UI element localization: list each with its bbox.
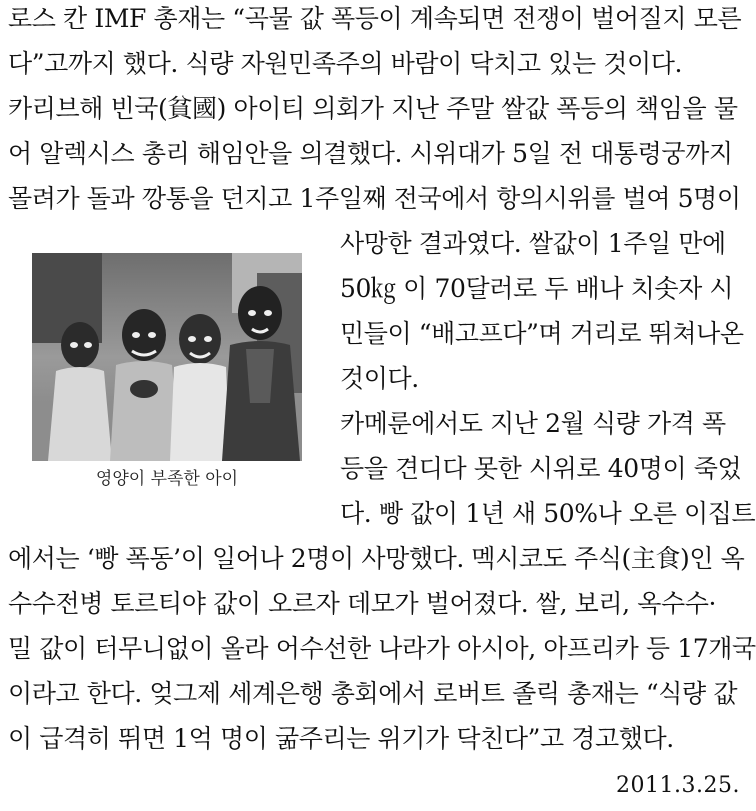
text-line: 사망한 결과였다. 쌀값이 1주일 만에 — [340, 229, 726, 258]
text-line: 카리브해 빈국(貧國) 아이티 의회가 지난 주말 쌀값 폭등의 책임을 물 — [8, 94, 738, 123]
text-line: 것이다. — [340, 364, 419, 393]
text-line: 로스 칸 IMF 총재는 “곡물 값 폭등이 계속되면 전쟁이 벌어질지 모른 — [8, 4, 742, 33]
text-line: 50㎏ 이 70달러로 두 배나 치솟자 시 — [340, 274, 734, 303]
text-line: 민들이 “배고프다”며 거리로 뛰쳐나온 — [340, 319, 744, 348]
text-line: 에서는 ‘빵 폭동’이 일어나 2명이 사망했다. 멕시코도 주식(主食)인 옥 — [8, 544, 745, 573]
children-photo-illustration — [32, 253, 302, 461]
photo-caption: 영양이 부족한 아이 — [95, 469, 239, 489]
children-photo — [32, 253, 302, 461]
text-line: 이 급격히 뛰면 1억 명이 굶주리는 위기가 닥친다”고 경고했다. — [8, 724, 674, 753]
text-line: 다. 빵 값이 1년 새 50%나 오른 이집트 — [340, 499, 756, 528]
publication-date: 2011.3.25. — [616, 773, 740, 798]
text-line: 이라고 한다. 엊그제 세계은행 총회에서 로버트 졸릭 총재는 “식량 값 — [8, 679, 738, 708]
text-line: 등을 견디다 못한 시위로 40명이 죽었 — [340, 454, 742, 483]
text-line: 카메룬에서도 지난 2월 식량 가격 폭 — [340, 409, 726, 438]
text-line: 몰려가 돌과 깡통을 던지고 1주일째 전국에서 항의시위를 벌여 5명이 — [8, 184, 741, 213]
text-line: 밀 값이 터무니없이 올라 어수선한 나라가 아시아, 아프리카 등 17개국 — [8, 634, 756, 663]
text-line: 어 알렉시스 총리 해임안을 의결했다. 시위대가 5일 전 대통령궁까지 — [8, 139, 733, 168]
text-line: 수수전병 토르티야 값이 오르자 데모가 벌어졌다. 쌀, 보리, 옥수수· — [8, 589, 717, 618]
text-line: 다”고까지 했다. 식량 자원민족주의 바람이 닥치고 있는 것이다. — [8, 49, 683, 78]
